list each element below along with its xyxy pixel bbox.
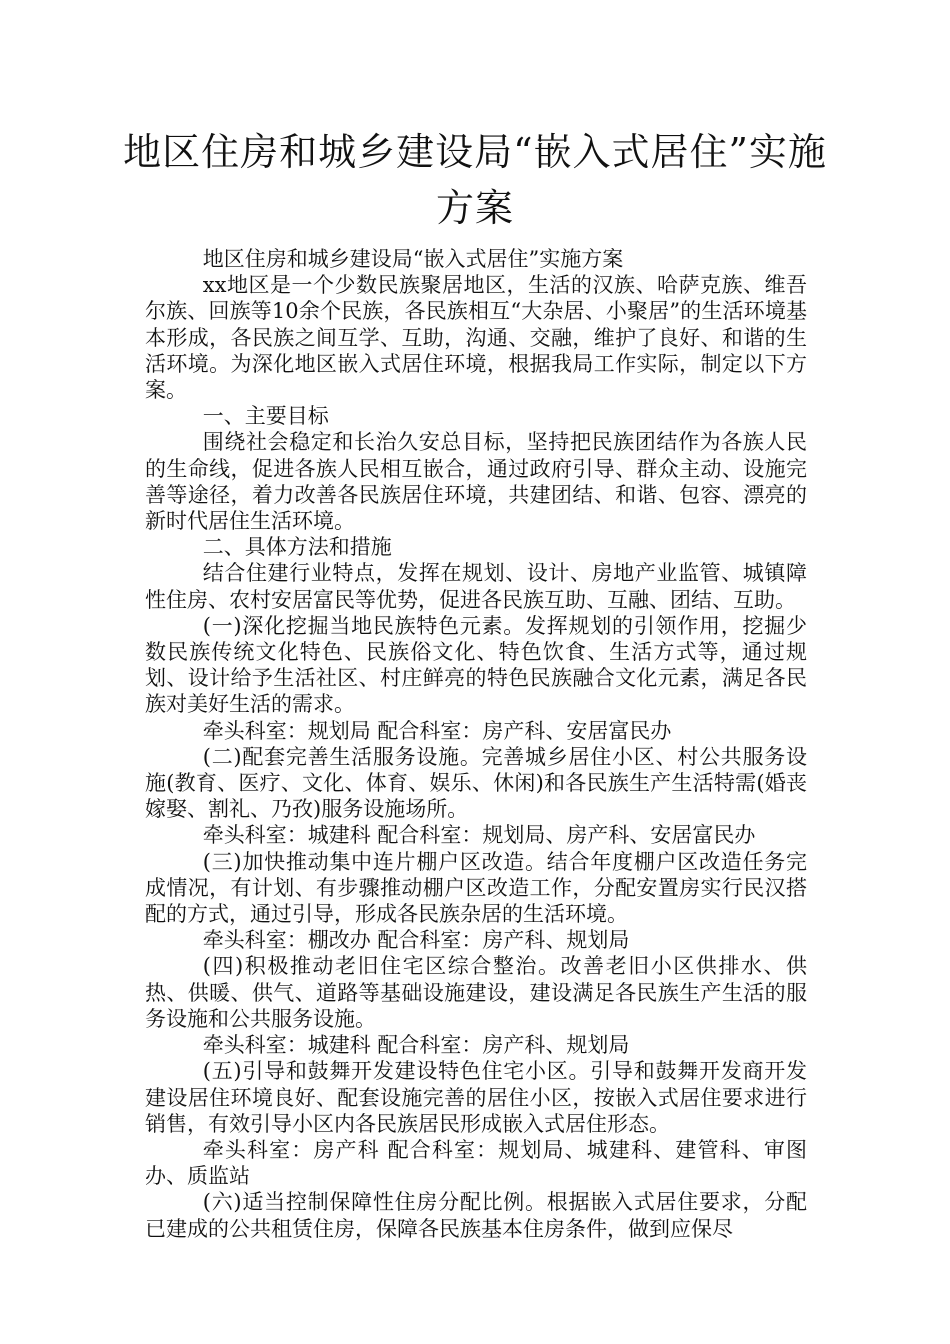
paragraph-intro: xx地区是一个少数民族聚居地区，生活的汉族、哈萨克族、维吾尔族、回族等10余个民族，各民族相互“大杂居、小聚居”的生活环境基本形成，各民族之间互学、互助，沟通、交融，维护了良好、和谐的生活环境。为深化地区嵌入式居住环境，根据我局工作实际，制定以下方案。: [145, 273, 807, 403]
paragraph-measure-5: (五)引导和鼓舞开发建设特色住宅小区。引导和鼓舞开发商开发建设居住环境良好、配套设施完善的居住小区，按嵌入式居住要求进行销售，有效引导小区内各民族居民形成嵌入式居住形态。: [145, 1059, 807, 1136]
document-body: [145, 246, 807, 1242]
section-heading-goals: 一、主要目标: [202, 404, 329, 429]
paragraph-measure-3: (三)加快推动集中连片棚户区改造。结合年度棚户区改造任务完成情况，有计划、有步骤推动棚户区改造工作，分配安置房实行民汉搭配的方式，通过引导，形成各民族杂居的生活环境。: [145, 849, 807, 927]
paragraph-responsible-1: 牵头科室：规划局 配合科室：房产科、安居富民办: [202, 718, 672, 743]
paragraph-measure-2: (二)配套完善生活服务设施。完善城乡居住小区、村公共服务设施(教育、医疗、文化、体育、娱乐、休闲)和各民族生产生活特需(婚丧嫁娶、割礼、乃孜)服务设施场所。: [145, 744, 807, 822]
paragraph-measure-4: (四)积极推动老旧住宅区综合整治。改善老旧小区供排水、供热、供暖、供气、道路等基础设施建设，建设满足各民族生产生活的服务设施和公共服务设施。: [145, 954, 807, 1031]
paragraph-measures-intro: 结合住建行业特点，发挥在规划、设计、房地产业监管、城镇障性住房、农村安居富民等优势，促进各民族互助、互融、团结、互助。: [145, 561, 807, 612]
paragraph-responsible-3: 牵头科室：棚改办 配合科室：房产科、规划局: [202, 928, 630, 953]
paragraph-subtitle: 地区住房和城乡建设局“嵌入式居住”实施方案: [202, 247, 624, 271]
paragraph-measure-6: (六)适当控制保障性住房分配比例。根据嵌入式居住要求，分配已建成的公共租赁住房，保障各民族基本住房条件，做到应保尽: [145, 1190, 807, 1241]
paragraph-responsible-5: 牵头科室：房产科 配合科室：规划局、城建科、建管科、审图办、质监站: [145, 1137, 807, 1189]
paragraph-goals: 围绕社会稳定和长治久安总目标，坚持把民族团结作为各族人民的生命线，促进各族人民相互嵌合，通过政府引导、群众主动、设施完善等途径，着力改善各民族居住环境，共建团结、和谐、包容、漂亮的新时代居住生活环境。: [145, 430, 807, 534]
document-title: 地区住房和城乡建设局“嵌入式居住”实施方案: [123, 130, 827, 230]
paragraph-measure-1: (一)深化挖掘当地民族特色元素。发挥规划的引领作用，挖掘少数民族传统文化特色、民族俗文化、特色饮食、生活方式等，通过规划、设计给予生活社区、村庄鲜亮的特色民族融合文化元素，满足各民族对美好生活的需求。: [145, 613, 807, 717]
paragraph-responsible-2: 牵头科室：城建科 配合科室：规划局、房产科、安居富民办: [202, 823, 756, 848]
section-heading-measures: 二、具体方法和措施: [202, 535, 392, 560]
paragraph-responsible-4: 牵头科室：城建科 配合科室：房产科、规划局: [202, 1033, 630, 1058]
